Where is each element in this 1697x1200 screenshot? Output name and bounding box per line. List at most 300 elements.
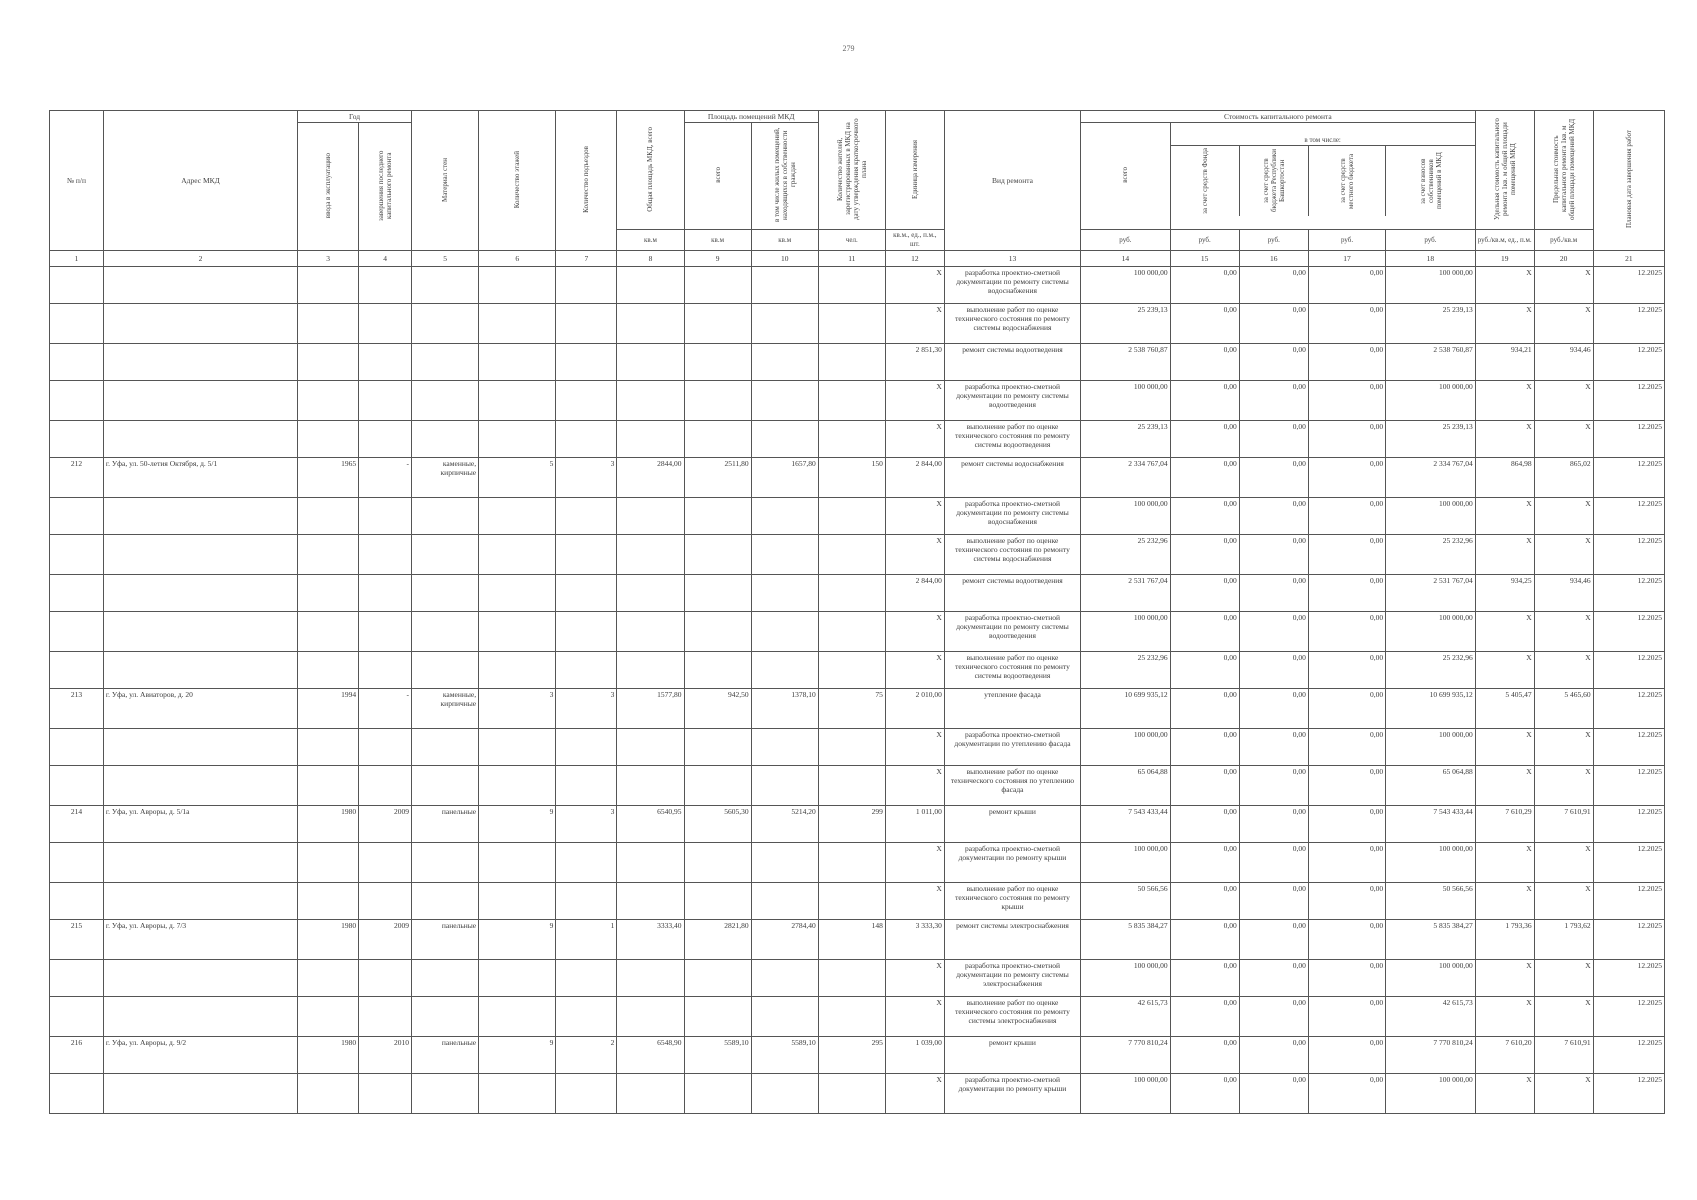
- unit-10: кв.м: [751, 230, 818, 251]
- table-cell-a10: 5214,20: [751, 806, 818, 843]
- table-cell-res: [818, 304, 885, 344]
- table-cell-c16: 0,00: [1239, 766, 1308, 806]
- table-cell-type: выполнение работ по оценке технического состояния по ремонту системы водоотведения: [944, 421, 1080, 458]
- table-cell-c19: X: [1475, 960, 1534, 997]
- table-cell-unit: X: [885, 997, 944, 1037]
- table-cell-ent: [556, 729, 617, 766]
- table-cell-c16: 0,00: [1239, 344, 1308, 381]
- table-cell-ent: [556, 267, 617, 304]
- table-cell-c15: 0,00: [1170, 421, 1239, 458]
- table-cell-unit: 1 039,00: [885, 1037, 944, 1074]
- table-cell-mat: [412, 843, 479, 883]
- unit-16: руб.: [1239, 230, 1308, 251]
- table-cell-a8: [617, 381, 684, 421]
- table-cell-unit: X: [885, 766, 944, 806]
- table-cell-c18: 100 000,00: [1386, 843, 1476, 883]
- table-row: [50, 766, 1665, 806]
- table-cell-res: [818, 766, 885, 806]
- table-row: [50, 1037, 1665, 1074]
- table-cell-fl: 3: [479, 689, 556, 729]
- table-cell-y2: 2009: [359, 920, 412, 960]
- table-cell-mat: [412, 612, 479, 652]
- table-cell-c21: 12.2025: [1593, 920, 1664, 960]
- table-cell-c15: 0,00: [1170, 304, 1239, 344]
- table-cell-c21: 12.2025: [1593, 652, 1664, 689]
- table-cell-type: разработка проектно-сметной документации по ремонту системы водоотведения: [944, 612, 1080, 652]
- table-cell-c16: 0,00: [1239, 1037, 1308, 1074]
- table-cell-c16: 0,00: [1239, 575, 1308, 612]
- page-number: 279: [842, 44, 855, 53]
- table-cell-addr: [103, 381, 297, 421]
- table-row: [50, 612, 1665, 652]
- table-cell-y2: [359, 421, 412, 458]
- table-cell-c17: 0,00: [1308, 535, 1385, 575]
- table-cell-c15: 0,00: [1170, 1074, 1239, 1114]
- col-number: 9: [684, 251, 751, 267]
- header-incl-group: в том числе: за счет средств Фонда за счет средств бюджета Республики Башкортостан за счет средств местного бюджета за счет взносов собственников помещений в МКД: [1170, 123, 1475, 230]
- table-cell-res: [818, 729, 885, 766]
- table-cell-a9: 2821,80: [684, 920, 751, 960]
- table-cell-mat: [412, 652, 479, 689]
- table-cell-y1: [298, 652, 359, 689]
- table-cell-unit: X: [885, 612, 944, 652]
- table-cell-addr: [103, 766, 297, 806]
- col-number: 19: [1475, 251, 1534, 267]
- table-cell-n: [50, 883, 104, 920]
- table-cell-ent: [556, 535, 617, 575]
- col-number: 20: [1534, 251, 1593, 267]
- table-cell-c15: 0,00: [1170, 766, 1239, 806]
- table-cell-ent: 3: [556, 689, 617, 729]
- table-cell-c18: 7 770 810,24: [1386, 1037, 1476, 1074]
- table-cell-type: выполнение работ по оценке технического состояния по ремонту системы водоснабжения: [944, 535, 1080, 575]
- table-cell-ent: 3: [556, 458, 617, 498]
- table-cell-a8: [617, 344, 684, 381]
- table-cell-unit: 3 333,30: [885, 920, 944, 960]
- col-number: 17: [1308, 251, 1385, 267]
- table-cell-mat: [412, 1074, 479, 1114]
- table-cell-c15: 0,00: [1170, 612, 1239, 652]
- table-cell-c14: 25 239,13: [1081, 304, 1170, 344]
- table-cell-mat: [412, 575, 479, 612]
- table-cell-c20: X: [1534, 421, 1593, 458]
- table-cell-fl: [479, 652, 556, 689]
- table-cell-c14: 65 064,88: [1081, 766, 1170, 806]
- table-cell-c21: 12.2025: [1593, 843, 1664, 883]
- table-cell-c16: 0,00: [1239, 1074, 1308, 1114]
- table-cell-type: выполнение работ по оценке технического состояния по ремонту крыши: [944, 883, 1080, 920]
- table-cell-a9: [684, 883, 751, 920]
- table-cell-y2: [359, 766, 412, 806]
- table-cell-c19: X: [1475, 304, 1534, 344]
- col-number: 13: [944, 251, 1080, 267]
- table-cell-res: [818, 267, 885, 304]
- unit-15: руб.: [1170, 230, 1239, 251]
- table-cell-c20: 865,02: [1534, 458, 1593, 498]
- table-cell-c14: 50 566,56: [1081, 883, 1170, 920]
- table-cell-a9: [684, 575, 751, 612]
- col-number: 4: [359, 251, 412, 267]
- table-cell-a9: [684, 304, 751, 344]
- table-cell-c19: 934,25: [1475, 575, 1534, 612]
- table-cell-unit: X: [885, 381, 944, 421]
- table-cell-res: [818, 883, 885, 920]
- table-cell-a9: [684, 843, 751, 883]
- table-cell-c17: 0,00: [1308, 267, 1385, 304]
- table-cell-y1: [298, 498, 359, 535]
- table-cell-n: [50, 997, 104, 1037]
- table-cell-c18: 25 239,13: [1386, 304, 1476, 344]
- table-cell-addr: [103, 575, 297, 612]
- table-cell-c21: 12.2025: [1593, 1074, 1664, 1114]
- header-residents: Количество жителей, зарегистрированных в МКД на дату утверждения краткосрочного плана: [818, 111, 885, 230]
- table-cell-unit: X: [885, 652, 944, 689]
- table-cell-c17: 0,00: [1308, 997, 1385, 1037]
- table-cell-y2: [359, 575, 412, 612]
- unit-12: кв.м., ед., п.м., шт.: [885, 230, 944, 251]
- table-cell-fl: [479, 421, 556, 458]
- table-row: [50, 920, 1665, 960]
- table-cell-a8: 3333,40: [617, 920, 684, 960]
- table-cell-a9: [684, 421, 751, 458]
- table-cell-a8: [617, 267, 684, 304]
- table-cell-a10: [751, 535, 818, 575]
- table-cell-a9: [684, 498, 751, 535]
- table-cell-ent: 3: [556, 806, 617, 843]
- table-cell-y1: [298, 997, 359, 1037]
- table-cell-c15: 0,00: [1170, 652, 1239, 689]
- table-cell-n: [50, 1074, 104, 1114]
- col-number: 11: [818, 251, 885, 267]
- table-cell-mat: [412, 960, 479, 997]
- table-cell-c17: 0,00: [1308, 575, 1385, 612]
- table-cell-c20: 5 465,60: [1534, 689, 1593, 729]
- table-row: [50, 843, 1665, 883]
- table-cell-c16: 0,00: [1239, 843, 1308, 883]
- table-cell-type: разработка проектно-сметной документации по ремонту крыши: [944, 843, 1080, 883]
- table-cell-c15: 0,00: [1170, 458, 1239, 498]
- table-cell-c19: X: [1475, 997, 1534, 1037]
- table-cell-mat: [412, 997, 479, 1037]
- table-cell-mat: [412, 267, 479, 304]
- table-cell-c16: 0,00: [1239, 729, 1308, 766]
- table-cell-c16: 0,00: [1239, 806, 1308, 843]
- table-cell-c19: X: [1475, 766, 1534, 806]
- col-number: 10: [751, 251, 818, 267]
- table-cell-unit: X: [885, 498, 944, 535]
- header-total-area: Общая площадь МКД, всего: [617, 111, 684, 230]
- col-number: 16: [1239, 251, 1308, 267]
- table-cell-c17: 0,00: [1308, 498, 1385, 535]
- table-cell-unit: 2 844,00: [885, 458, 944, 498]
- table-cell-ent: [556, 843, 617, 883]
- table-cell-c20: X: [1534, 535, 1593, 575]
- table-cell-c14: 25 232,96: [1081, 535, 1170, 575]
- table-cell-c19: X: [1475, 729, 1534, 766]
- table-cell-mat: панельные: [412, 806, 479, 843]
- table-cell-ent: [556, 498, 617, 535]
- col-number: 12: [885, 251, 944, 267]
- table-cell-c20: X: [1534, 1074, 1593, 1114]
- table-cell-y1: [298, 344, 359, 381]
- table-cell-a10: [751, 766, 818, 806]
- unit-14: руб.: [1081, 230, 1170, 251]
- col-number: 14: [1081, 251, 1170, 267]
- table-cell-c20: X: [1534, 843, 1593, 883]
- table-cell-fl: 9: [479, 920, 556, 960]
- table-cell-c15: 0,00: [1170, 883, 1239, 920]
- table-cell-res: [818, 612, 885, 652]
- table-cell-y2: [359, 612, 412, 652]
- table-cell-c19: 5 405,47: [1475, 689, 1534, 729]
- table-cell-c18: 5 835 384,27: [1386, 920, 1476, 960]
- col-number: 1: [50, 251, 104, 267]
- table-cell-a8: [617, 766, 684, 806]
- table-cell-y1: [298, 729, 359, 766]
- table-cell-unit: X: [885, 1074, 944, 1114]
- table-cell-n: [50, 535, 104, 575]
- table-cell-c14: 100 000,00: [1081, 1074, 1170, 1114]
- table-cell-y2: [359, 729, 412, 766]
- table-cell-fl: [479, 729, 556, 766]
- table-cell-addr: [103, 498, 297, 535]
- table-cell-a10: [751, 381, 818, 421]
- table-cell-c21: 12.2025: [1593, 535, 1664, 575]
- table-cell-c18: 7 543 433,44: [1386, 806, 1476, 843]
- table-cell-y1: [298, 883, 359, 920]
- table-cell-c16: 0,00: [1239, 304, 1308, 344]
- table-cell-a9: [684, 960, 751, 997]
- table-cell-c18: 100 000,00: [1386, 729, 1476, 766]
- table-cell-mat: панельные: [412, 920, 479, 960]
- table-cell-a8: [617, 612, 684, 652]
- table-cell-ent: [556, 575, 617, 612]
- table-cell-addr: [103, 883, 297, 920]
- col-number: 18: [1386, 251, 1476, 267]
- table-cell-y2: [359, 304, 412, 344]
- col-number: 8: [617, 251, 684, 267]
- table-cell-c17: 0,00: [1308, 883, 1385, 920]
- table-cell-addr: г. Уфа, ул. 50-летия Октября, д. 5/1: [103, 458, 297, 498]
- table-cell-c21: 12.2025: [1593, 498, 1664, 535]
- table-cell-c19: 7 610,20: [1475, 1037, 1534, 1074]
- table-cell-mat: каменные, кирпичные: [412, 689, 479, 729]
- table-cell-c16: 0,00: [1239, 997, 1308, 1037]
- table-cell-c16: 0,00: [1239, 381, 1308, 421]
- table-cell-fl: [479, 960, 556, 997]
- table-cell-c20: 7 610,91: [1534, 1037, 1593, 1074]
- table-cell-mat: [412, 498, 479, 535]
- table-cell-c20: X: [1534, 304, 1593, 344]
- table-cell-c14: 100 000,00: [1081, 729, 1170, 766]
- table-row: [50, 806, 1665, 843]
- table-cell-c19: X: [1475, 843, 1534, 883]
- table-cell-a10: [751, 267, 818, 304]
- table-cell-y1: [298, 421, 359, 458]
- table-cell-mat: [412, 883, 479, 920]
- table-cell-c18: 50 566,56: [1386, 883, 1476, 920]
- table-cell-a8: [617, 997, 684, 1037]
- table-cell-addr: [103, 612, 297, 652]
- table-cell-c16: 0,00: [1239, 960, 1308, 997]
- table-cell-y1: 1980: [298, 1037, 359, 1074]
- table-cell-c18: 100 000,00: [1386, 960, 1476, 997]
- table-cell-c19: X: [1475, 535, 1534, 575]
- table-cell-c16: 0,00: [1239, 689, 1308, 729]
- table-cell-fl: [479, 883, 556, 920]
- table-cell-y1: 1980: [298, 920, 359, 960]
- table-cell-unit: X: [885, 421, 944, 458]
- table-row: [50, 267, 1665, 304]
- col-number: 7: [556, 251, 617, 267]
- table-cell-c21: 12.2025: [1593, 612, 1664, 652]
- table-row: [50, 421, 1665, 458]
- table-cell-a10: [751, 652, 818, 689]
- table-cell-res: [818, 997, 885, 1037]
- header-unit: Единица измерения: [885, 111, 944, 230]
- table-cell-y2: [359, 1074, 412, 1114]
- table-row: [50, 883, 1665, 920]
- table-cell-c15: 0,00: [1170, 960, 1239, 997]
- table-cell-type: разработка проектно-сметной документации по ремонту системы водоснабжения: [944, 498, 1080, 535]
- header-cost-group: Стоимость капитального ремонта: [1081, 111, 1476, 123]
- table-cell-c15: 0,00: [1170, 344, 1239, 381]
- table-cell-type: разработка проектно-сметной документации по утеплению фасада: [944, 729, 1080, 766]
- table-cell-c18: 100 000,00: [1386, 381, 1476, 421]
- table-cell-c15: 0,00: [1170, 843, 1239, 883]
- table-cell-c19: X: [1475, 883, 1534, 920]
- table-cell-type: ремонт системы электроснабжения: [944, 920, 1080, 960]
- table-cell-c17: 0,00: [1308, 458, 1385, 498]
- unit-11: чел.: [818, 230, 885, 251]
- table-cell-unit: X: [885, 843, 944, 883]
- table-cell-y1: 1994: [298, 689, 359, 729]
- table-cell-n: [50, 344, 104, 381]
- table-cell-y2: [359, 267, 412, 304]
- table-cell-mat: [412, 421, 479, 458]
- table-cell-c20: X: [1534, 652, 1593, 689]
- table-cell-res: [818, 535, 885, 575]
- table-cell-addr: [103, 421, 297, 458]
- table-cell-a8: [617, 960, 684, 997]
- table-cell-unit: X: [885, 729, 944, 766]
- table-cell-c21: 12.2025: [1593, 575, 1664, 612]
- table-cell-type: утепление фасада: [944, 689, 1080, 729]
- table-cell-c16: 0,00: [1239, 421, 1308, 458]
- table-cell-c14: 100 000,00: [1081, 498, 1170, 535]
- table-cell-c21: 12.2025: [1593, 304, 1664, 344]
- table-cell-c19: 934,21: [1475, 344, 1534, 381]
- table-cell-ent: [556, 421, 617, 458]
- table-cell-c15: 0,00: [1170, 689, 1239, 729]
- table-cell-a10: 5589,10: [751, 1037, 818, 1074]
- table-cell-c16: 0,00: [1239, 458, 1308, 498]
- table-cell-addr: [103, 960, 297, 997]
- table-cell-c20: 7 610,91: [1534, 806, 1593, 843]
- table-cell-c19: X: [1475, 1074, 1534, 1114]
- table-cell-c17: 0,00: [1308, 304, 1385, 344]
- table-cell-a8: [617, 729, 684, 766]
- table-cell-a8: 2844,00: [617, 458, 684, 498]
- table-cell-fl: [479, 381, 556, 421]
- table-cell-mat: [412, 535, 479, 575]
- table-cell-c14: 2 531 767,04: [1081, 575, 1170, 612]
- table-cell-a10: [751, 575, 818, 612]
- table-cell-c20: X: [1534, 729, 1593, 766]
- table-cell-addr: г. Уфа, ул. Авроры, д. 9/2: [103, 1037, 297, 1074]
- table-cell-c17: 0,00: [1308, 729, 1385, 766]
- table-cell-c21: 12.2025: [1593, 458, 1664, 498]
- table-cell-y2: [359, 344, 412, 381]
- table-cell-res: [818, 498, 885, 535]
- col-number: 21: [1593, 251, 1664, 267]
- table-cell-mat: [412, 381, 479, 421]
- table-cell-y1: [298, 960, 359, 997]
- table-cell-y2: [359, 652, 412, 689]
- table-cell-a9: [684, 1074, 751, 1114]
- table-cell-c16: 0,00: [1239, 535, 1308, 575]
- table-cell-ent: 2: [556, 1037, 617, 1074]
- unit-9: кв.м: [684, 230, 751, 251]
- table-cell-res: [818, 381, 885, 421]
- table-cell-a8: 6540,95: [617, 806, 684, 843]
- table-cell-c14: 2 538 760,87: [1081, 344, 1170, 381]
- table-cell-addr: [103, 267, 297, 304]
- table-cell-unit: 1 011,00: [885, 806, 944, 843]
- capital-repair-table: [49, 110, 1665, 1114]
- table-cell-c17: 0,00: [1308, 806, 1385, 843]
- table-cell-a9: [684, 997, 751, 1037]
- table-cell-c21: 12.2025: [1593, 806, 1664, 843]
- table-cell-addr: г. Уфа, ул. Авроры, д. 5/1а: [103, 806, 297, 843]
- table-cell-y1: [298, 381, 359, 421]
- table-cell-a8: [617, 1074, 684, 1114]
- table-cell-a8: 1577,80: [617, 689, 684, 729]
- unit-20: руб./кв.м: [1534, 230, 1593, 251]
- table-cell-c21: 12.2025: [1593, 689, 1664, 729]
- table-cell-c20: X: [1534, 766, 1593, 806]
- table-cell-c15: 0,00: [1170, 997, 1239, 1037]
- table-cell-ent: [556, 960, 617, 997]
- table-cell-n: [50, 267, 104, 304]
- header-area-total: всего: [684, 123, 751, 230]
- table-cell-y2: [359, 498, 412, 535]
- table-cell-c14: 25 239,13: [1081, 421, 1170, 458]
- table-cell-a10: [751, 1074, 818, 1114]
- table-cell-c18: 100 000,00: [1386, 267, 1476, 304]
- table-cell-c19: 864,98: [1475, 458, 1534, 498]
- table-cell-c14: 10 699 935,12: [1081, 689, 1170, 729]
- table-cell-res: [818, 344, 885, 381]
- table-cell-c17: 0,00: [1308, 421, 1385, 458]
- table-cell-c19: X: [1475, 612, 1534, 652]
- header-wall-material: Материал стен: [412, 111, 479, 251]
- table-cell-y2: [359, 535, 412, 575]
- table-cell-a8: [617, 652, 684, 689]
- table-row: [50, 381, 1665, 421]
- table-cell-y1: [298, 843, 359, 883]
- table-cell-c21: 12.2025: [1593, 1037, 1664, 1074]
- header-specific-cost: Удельная стоимость капитального ремонта 1кв. м общей площади помещений МКД: [1475, 111, 1534, 230]
- table-cell-a9: [684, 652, 751, 689]
- table-cell-type: выполнение работ по оценке технического состояния по ремонту системы водоотведения: [944, 652, 1080, 689]
- table-cell-c15: 0,00: [1170, 1037, 1239, 1074]
- table-cell-n: [50, 575, 104, 612]
- table-cell-n: [50, 304, 104, 344]
- table-cell-ent: [556, 612, 617, 652]
- table-cell-y2: -: [359, 458, 412, 498]
- table-cell-c16: 0,00: [1239, 883, 1308, 920]
